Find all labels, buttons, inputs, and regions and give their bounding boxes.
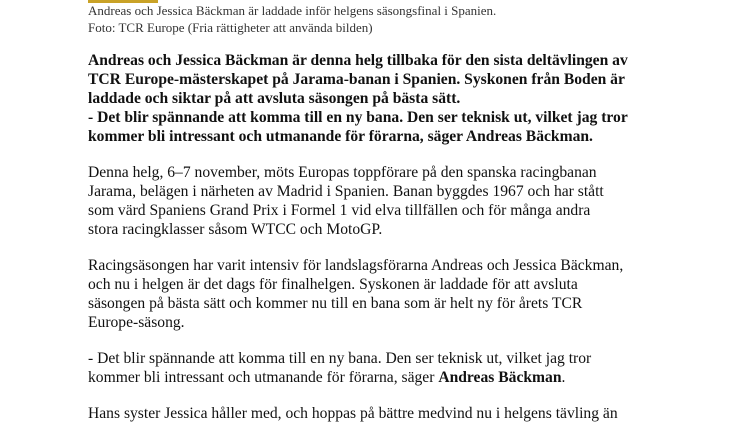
body-line: Jarama, belägen i närheten av Madrid i Spanien. Banan byggdes 1967 och har stått (88, 183, 604, 200)
body-line: Europe-säsong. (88, 314, 185, 331)
photo-credit: Foto: TCR Europe (Fria rättigheter att använda bilden) (88, 20, 373, 35)
body-line: - Det blir spännande att komma till en ny bana. Den ser teknisk ut, vilket jag tror (88, 350, 592, 367)
body-line-with-speaker (88, 368, 728, 387)
body-paragraph-jessica (88, 404, 728, 423)
quote-attribution: kommer bli intressant och utmanande för förarna, säger (88, 369, 439, 386)
body-paragraph-season (88, 256, 728, 332)
speaker-name: Andreas Bäckman (438, 369, 562, 386)
body-line: och nu i helgen är det dags för finalhelgen. Syskonen är laddade för att avsluta (88, 276, 578, 293)
body-line: som värd Spaniens Grand Prix i Formel 1 vid elva tillfällen och för många andra (88, 202, 591, 219)
lead-line: laddade och siktar på att avsluta säsongen på bästa sätt. (88, 90, 461, 107)
lead-quote-line: - Det blir spännande att komma till en ny bana. Den ser teknisk ut, vilket jag tror (88, 109, 628, 126)
body-line: Hans syster Jessica håller med, och hoppas på bättre medvind nu i helgens tävling än (88, 405, 618, 422)
lead-line: TCR Europe-mästerskapet på Jarama-banan i Spanien. Syskonen från Boden är (88, 71, 625, 88)
lead-paragraph (88, 51, 728, 146)
body-paragraph-jarama (88, 163, 728, 239)
body-line: stora racingklasser såsom WTCC och MotoGP. (88, 221, 383, 238)
body-paragraph-quote (88, 349, 728, 387)
body-line: Denna helg, 6–7 november, möts Europas toppförare på den spanska racingbanan (88, 164, 597, 181)
photo-caption: Andreas och Jessica Bäckman är laddade inför helgens säsongsfinal i Spanien. (88, 3, 497, 18)
quote-end-punctuation: . (561, 369, 566, 386)
lead-line: Andreas och Jessica Bäckman är denna helg tillbaka för den sista deltävlingen av (88, 52, 628, 69)
lead-quote-line: kommer bli intressant och utmanande för förarna, säger Andreas Bäckman. (88, 128, 593, 145)
body-line: Racingsäsongen har varit intensiv för landslagsförarna Andreas och Jessica Bäckman, (88, 257, 624, 274)
body-line: säsongen på bästa sätt och kommer nu till en bana som är helt ny för årets TCR (88, 295, 583, 312)
press-release-document (88, 0, 728, 423)
